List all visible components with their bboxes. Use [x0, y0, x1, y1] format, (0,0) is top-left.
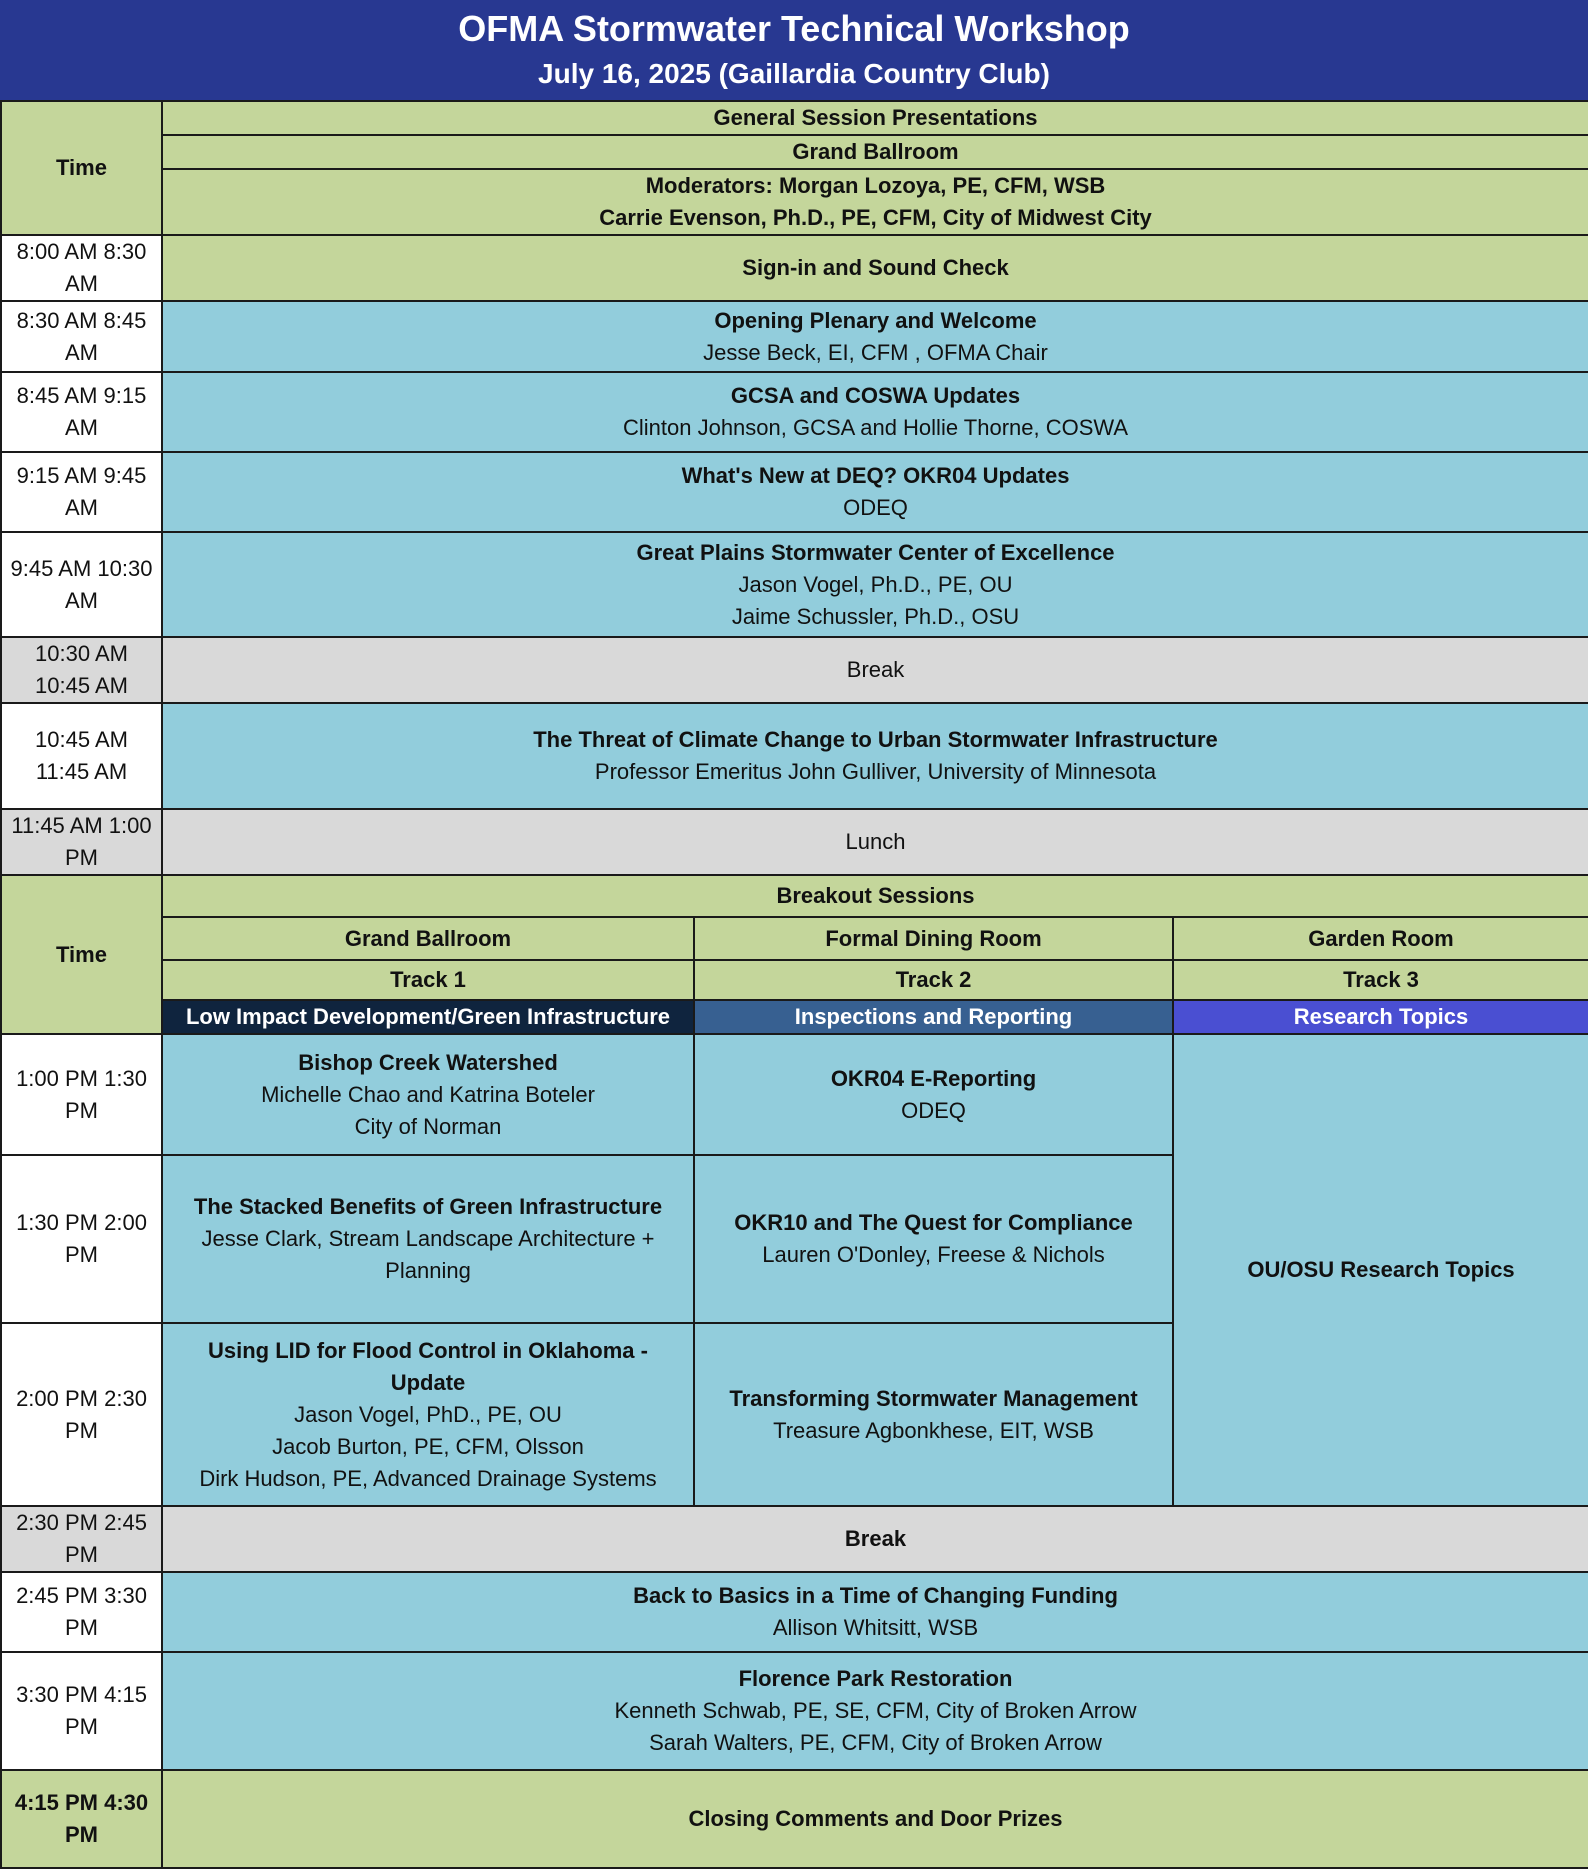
session-title: Great Plains Stormwater Center of Excellence [636, 539, 1115, 565]
session-speaker: Lauren O'Donley, Freese & Nichols [762, 1242, 1105, 1267]
session-time: 2:30 PM 2:45 PM [1, 1506, 162, 1572]
room-track-3: Garden Room [1173, 917, 1588, 960]
session-speaker: Clinton Johnson, GCSA and Hollie Thorne, COSWA [622, 415, 1129, 440]
session-time: 4:15 PM 4:30 PM [1, 1770, 162, 1868]
breakout-header-row [1, 875, 1588, 917]
session-speaker: Jesse Clark, Stream Landscape Architecture + [201, 1226, 655, 1251]
breakout-tracks-row [1, 960, 1588, 1000]
session-title: Florence Park Restoration [738, 1666, 1013, 1691]
page-subtitle: July 16, 2025 (Gaillardia Country Club) [538, 58, 1050, 89]
session-speaker: Treasure Agbonkhese, EIT, WSB [773, 1417, 1094, 1443]
session-row [1, 637, 1588, 703]
session-time: 1:00 PM 1:30 PM [1, 1034, 162, 1155]
general-session-heading: General Session Presentations [162, 101, 1588, 135]
session-title: Transforming Stormwater Management [729, 1385, 1138, 1411]
session-title: Using LID for Flood Control in Oklahoma - Update [208, 1337, 648, 1395]
session-title: OKR10 and The Quest for Compliance [734, 1210, 1133, 1235]
session-row [1, 372, 1588, 452]
session-title: Sign-in and Sound Check [162, 235, 1588, 301]
session-speaker: Michelle Chao and Katrina Boteler [261, 1081, 595, 1107]
breakout-topics-row [1, 1000, 1588, 1034]
session-time: 1:30 PM 2:00 PM [1, 1155, 162, 1323]
session-time: 3:30 PM 4:15 PM [1, 1652, 162, 1770]
session-title: What's New at DEQ? OKR04 Updates [681, 463, 1070, 488]
track-1-session [162, 1323, 694, 1506]
session-cell [162, 703, 1588, 809]
breakout-row [1, 1034, 1588, 1155]
session-title: OKR04 E-Reporting [830, 1065, 1037, 1091]
session-time: 9:15 AM 9:45 AM [1, 452, 162, 532]
track-1-topic: Low Impact Development/Green Infrastructure [162, 1000, 694, 1034]
track-2-session [694, 1155, 1173, 1323]
session-title: Back to Basics in a Time of Changing Funding [633, 1583, 1118, 1608]
session-title: GCSA and COSWA Updates [730, 383, 1021, 408]
session-row [1, 1652, 1588, 1770]
session-row [1, 532, 1588, 637]
session-speaker: City of Norman [354, 1113, 502, 1139]
track-2-topic: Inspections and Reporting [694, 1000, 1173, 1034]
session-cell [162, 452, 1588, 532]
general-room: Grand Ballroom [162, 135, 1588, 169]
session-time: 8:00 AM 8:30 AM [1, 235, 162, 301]
session-row [1, 1572, 1588, 1652]
session-speaker: Jason Vogel, PhD., PE, OU [294, 1401, 562, 1427]
session-time: 8:30 AM 8:45 AM [1, 301, 162, 372]
breakout-time-header: Time [1, 875, 162, 1034]
session-speaker: ODEQ [843, 495, 908, 520]
session-title: Break [162, 637, 1588, 703]
moderators-line-2: Carrie Evenson, Ph.D., PE, CFM, City of Midwest City [599, 205, 1152, 230]
session-title: Opening Plenary and Welcome [714, 307, 1037, 333]
session-time: 2:00 PM 2:30 PM [1, 1323, 162, 1506]
session-time: 10:30 AM 10:45 AM [1, 637, 162, 703]
track-3-topic: Research Topics [1173, 1000, 1588, 1034]
track-1-label: Track 1 [162, 960, 694, 1000]
track-2-session [694, 1034, 1173, 1155]
general-moderators-row [1, 169, 1588, 235]
session-cell [162, 301, 1588, 372]
session-row [1, 703, 1588, 809]
breakout-rooms-row [1, 917, 1588, 960]
page-title: OFMA Stormwater Technical Workshop [458, 8, 1130, 49]
session-speaker: Jason Vogel, Ph.D., PE, OU [738, 571, 1013, 597]
session-title: The Threat of Climate Change to Urban Stormwater Infrastructure [533, 727, 1218, 752]
session-title: Lunch [162, 809, 1588, 875]
session-time: 8:45 AM 9:15 AM [1, 372, 162, 452]
session-row [1, 452, 1588, 532]
track-3-label: Track 3 [1173, 960, 1588, 1000]
session-title: Closing Comments and Door Prizes [162, 1770, 1588, 1868]
room-track-2: Formal Dining Room [694, 917, 1173, 960]
general-moderators [162, 169, 1588, 235]
general-time-header: Time [1, 101, 162, 235]
session-speaker: Jaime Schussler, Ph.D., OSU [731, 603, 1020, 629]
general-header-row [1, 101, 1588, 135]
session-cell [162, 1652, 1588, 1770]
session-time: 10:45 AM 11:45 AM [1, 703, 162, 809]
session-cell [162, 372, 1588, 452]
session-row [1, 1770, 1588, 1868]
session-speaker: Sarah Walters, PE, CFM, City of Broken Arrow [649, 1730, 1102, 1755]
track-1-session [162, 1155, 694, 1323]
session-speaker: Jacob Burton, PE, CFM, Olsson [272, 1433, 584, 1459]
session-time: 9:45 AM 10:30 AM [1, 532, 162, 637]
session-row [1, 1506, 1588, 1572]
session-title: The Stacked Benefits of Green Infrastructure [193, 1194, 663, 1219]
session-speaker: Dirk Hudson, PE, Advanced Drainage Systems [199, 1465, 657, 1491]
track-2-session [694, 1323, 1173, 1506]
schedule-table [0, 100, 1588, 1869]
track-2-label: Track 2 [694, 960, 1173, 1000]
session-speaker: Planning [385, 1258, 471, 1283]
session-cell [162, 532, 1588, 637]
session-row [1, 301, 1588, 372]
session-speaker: Allison Whitsitt, WSB [772, 1615, 979, 1640]
session-speaker: Kenneth Schwab, PE, SE, CFM, City of Broken Arrow [614, 1698, 1137, 1723]
breakout-heading: Breakout Sessions [162, 875, 1588, 917]
session-speaker: Professor Emeritus John Gulliver, University of Minnesota [594, 759, 1157, 784]
track-3-session: OU/OSU Research Topics [1173, 1034, 1588, 1506]
session-speaker: ODEQ [901, 1097, 966, 1123]
room-track-1: Grand Ballroom [162, 917, 694, 960]
moderators-line-1: Moderators: Morgan Lozoya, PE, CFM, WSB [645, 173, 1106, 198]
general-room-row [1, 135, 1588, 169]
session-speaker: Jesse Beck, EI, CFM , OFMA Chair [703, 339, 1048, 365]
session-title: Bishop Creek Watershed [298, 1049, 558, 1075]
session-cell [162, 1572, 1588, 1652]
session-row [1, 235, 1588, 301]
session-title: Break [162, 1506, 1588, 1572]
title-bar [0, 0, 1588, 100]
session-time: 11:45 AM 1:00 PM [1, 809, 162, 875]
session-row [1, 809, 1588, 875]
session-time: 2:45 PM 3:30 PM [1, 1572, 162, 1652]
track-1-session [162, 1034, 694, 1155]
